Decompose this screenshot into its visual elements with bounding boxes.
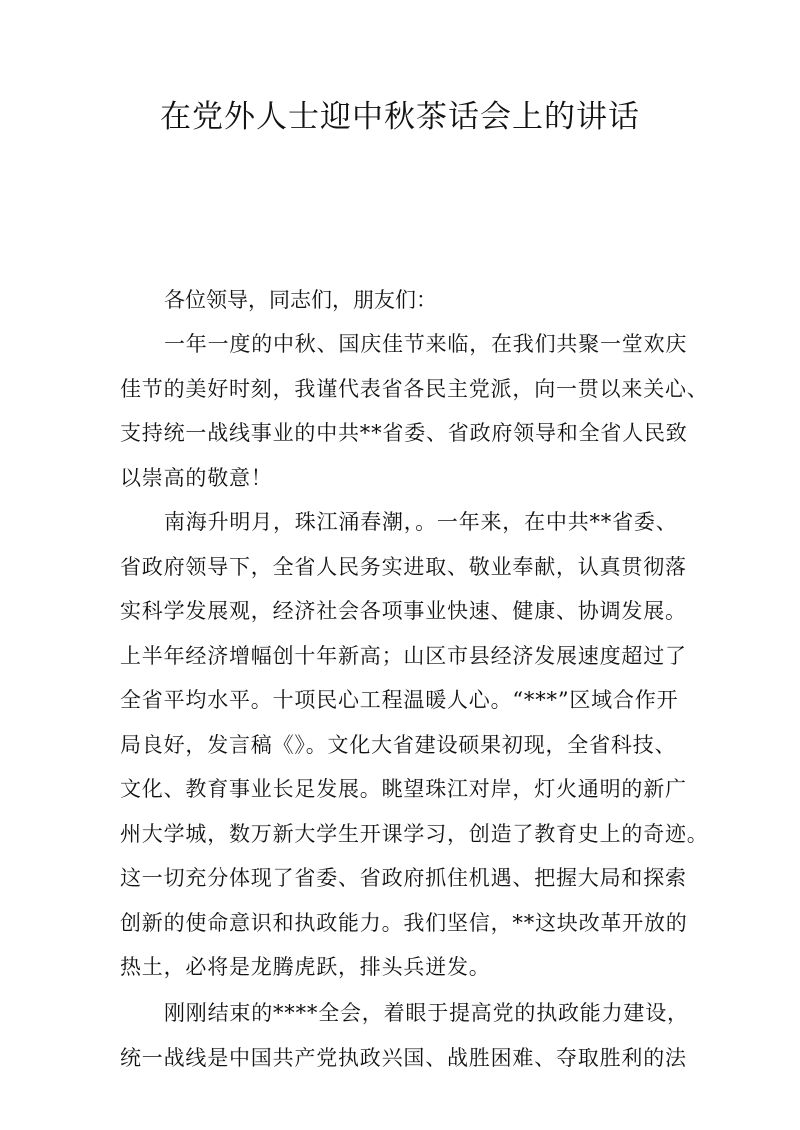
paragraph-2 xyxy=(120,500,709,990)
paragraph-line: 这一切充分体现了省委、省政府抓住机遇、把握大局和探索 xyxy=(120,866,687,890)
paragraph-1 xyxy=(120,322,709,500)
paragraph-line: 南海升明月，珠江涌春潮，。一年来，在中共**省委、 xyxy=(164,510,678,534)
paragraph-line: 支持统一战线事业的中共**省委、省政府领导和全省人民致 xyxy=(120,421,688,445)
paragraph-line: 热土，必将是龙腾虎跃，排头兵迸发。 xyxy=(120,955,491,979)
paragraph-line: 局良好，发言稿《》。文化大省建设硕果初现，全省科技、 xyxy=(120,732,677,757)
paragraph-line: 以崇高的敬意！ xyxy=(120,465,273,490)
paragraph-line: 佳节的美好时刻，我谨代表省各民主党派，向一贯以来关心、 xyxy=(120,376,709,401)
paragraph-line: 上半年经济增幅创十年新高；山区市县经济发展速度超过了 xyxy=(120,643,687,668)
paragraph-line: 全省平均水平。十项民心工程温暖人心。“***”区域合作开 xyxy=(120,688,679,712)
paragraph-line: 一年一度的中秋、国庆佳节来临，在我们共聚一堂欢庆 xyxy=(164,332,688,356)
paragraph-line: 刚刚结束的****全会，着眼于提高党的执政能力建设， xyxy=(164,1001,689,1025)
document-title: 在党外人士迎中秋茶话会上的讲话 xyxy=(160,99,640,135)
salutation: 各位领导，同志们，朋友们： xyxy=(164,288,437,312)
paragraph-line: 省政府领导下，全省人民务实进取、敬业奉献，认真贯彻落 xyxy=(120,554,687,579)
paragraph-3 xyxy=(120,991,689,1080)
paragraph-line: 实科学发展观，经济社会各项事业快速、健康、协调发展。 xyxy=(120,599,687,623)
paragraph-line: 统一战线是中国共产党执政兴国、战胜困难、夺取胜利的法 xyxy=(120,1045,687,1070)
paragraph-line: 州大学城，数万新大学生开课学习，创造了教育史上的奇迹。 xyxy=(120,821,709,846)
paragraph-line: 文化、教育事业长足发展。眺望珠江对岸，灯火通明的新广 xyxy=(120,777,687,801)
paragraph-line: 创新的使命意识和执政能力。我们坚信，**这块改革开放的 xyxy=(120,910,688,935)
